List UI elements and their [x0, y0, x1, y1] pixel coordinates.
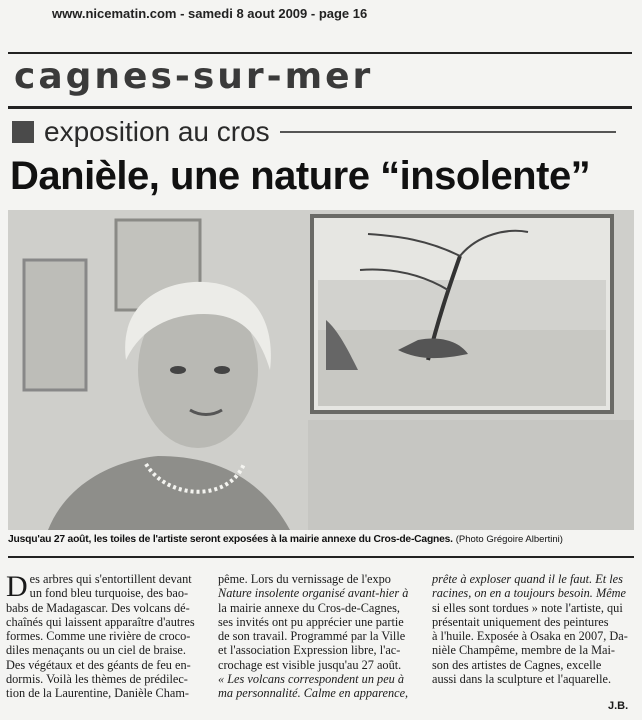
article-line: de son travail. Programmé par la Ville: [218, 629, 406, 644]
article-line: babs de Madagascar. Des volcans dé-: [6, 600, 190, 615]
article-column-1: [6, 572, 202, 701]
article-line: chaînés qui laissent apparaître d'autres: [6, 614, 195, 629]
article-line: « Les volcans correspondent un peu à: [218, 672, 405, 687]
caption-text: Jusqu'au 27 août, les toiles de l'artiste seront exposées à la mairie annexe du Cros-de-Cagnes.: [8, 534, 453, 545]
article-column-3: [432, 572, 636, 686]
article-line: si elles sont tordues » note l'artiste, qui: [432, 600, 623, 615]
article-line: tion de la Laurentine, Danièle Cham-: [6, 686, 190, 701]
kicker-square-icon: [12, 121, 34, 143]
article-line: formes. Comme une rivière de croco-: [6, 629, 191, 644]
article-line: crochage est visible jusqu'au 27 août.: [218, 657, 402, 672]
source-line: www.nicematin.com - samedi 8 aout 2009 - page 16: [52, 6, 368, 21]
article-line: Des végétaux et des géants de feu en-: [6, 657, 191, 672]
photo-credit: (Photo Grégoire Albertini): [455, 534, 563, 545]
article-line: et l'association Expression libre, l'ac-: [218, 643, 401, 658]
section-rule: [8, 106, 632, 109]
header-rule: [8, 52, 632, 54]
article-line: son des artistes de Cagnes, excelle: [432, 657, 602, 672]
article-line: racines, on en a toujours besoin. Même: [432, 586, 626, 601]
article-line: à l'huile. Exposée à Osaka en 2007, Da-: [432, 629, 628, 644]
article-line: la mairie annexe du Cros-de-Cagnes,: [218, 600, 400, 615]
section-title: cagnes-sur-mer: [14, 56, 374, 97]
article-line: Nature insolente organisé avant-hier à: [218, 586, 409, 601]
kicker: [12, 116, 632, 148]
photo-caption: [8, 534, 634, 545]
caption-rule: [8, 556, 634, 558]
kicker-text: exposition au cros: [44, 116, 270, 147]
article-line: présentait uniquement des peintures: [432, 614, 609, 629]
drop-cap: D: [6, 570, 28, 603]
article-line: prête à exploser quand il le faut. Et les: [432, 572, 623, 586]
article-line: es arbres qui s'entortillent devant: [29, 572, 192, 586]
author-signature: J.B.: [608, 700, 629, 712]
article-line: ma personnalité. Calme en apparence,: [218, 686, 409, 701]
article-line: nièle Champême, membre de la Mai-: [432, 643, 616, 658]
article-line: dormis. Voilà les thèmes de prédilec-: [6, 672, 188, 687]
article-line: diles menaçants ou un ciel de braise.: [6, 643, 186, 658]
headline: Danièle, une nature “insolente”: [10, 154, 591, 198]
article-line: ses invités ont pu apprécier une partie: [218, 614, 404, 629]
article-line: pême. Lors du vernissage de l'expo: [218, 572, 391, 586]
article-line: un fond bleu turquoise, des bao-: [29, 586, 189, 601]
article-photo: [8, 210, 634, 530]
kicker-rule: [280, 131, 616, 133]
article-column-2: [218, 572, 414, 701]
article-line: aussi dans la sculpture et l'aquarelle.: [432, 672, 612, 687]
